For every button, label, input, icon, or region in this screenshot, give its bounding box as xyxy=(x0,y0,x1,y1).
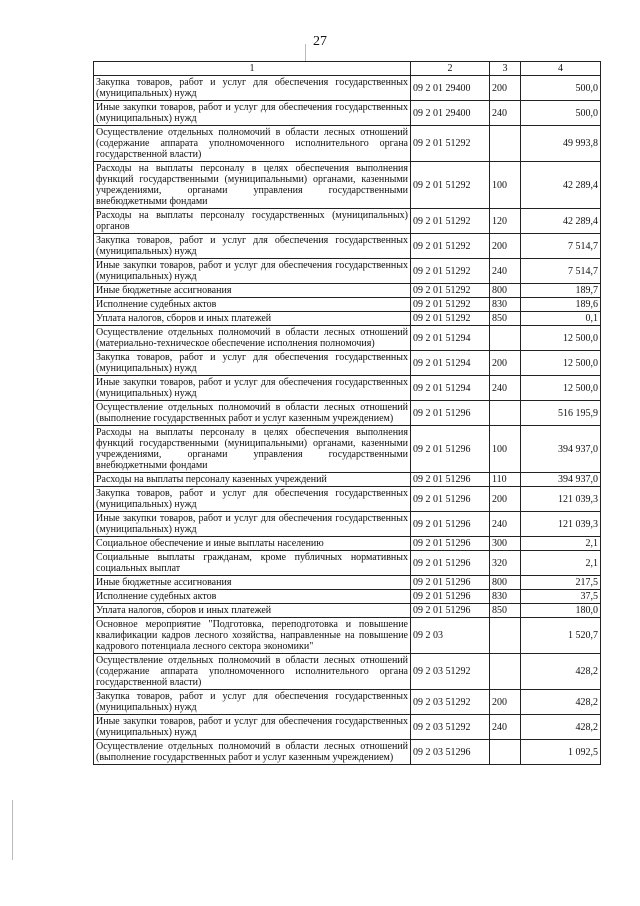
row-amount: 516 195,9 xyxy=(521,401,601,426)
budget-table xyxy=(93,61,601,765)
row-description: Иные закупки товаров, работ и услуг для обеспечения государственных (муниципальных) нужд xyxy=(94,512,411,537)
header-col-code: 2 xyxy=(411,62,490,76)
row-amount: 189,7 xyxy=(521,284,601,298)
row-amount: 1 520,7 xyxy=(521,618,601,654)
row-amount: 2,1 xyxy=(521,551,601,576)
row-description: Закупка товаров, работ и услуг для обеспечения государственных (муниципальных) нужд xyxy=(94,487,411,512)
table-row xyxy=(94,101,601,126)
table-row xyxy=(94,715,601,740)
row-amount: 500,0 xyxy=(521,101,601,126)
row-amount: 0,1 xyxy=(521,312,601,326)
table-row xyxy=(94,351,601,376)
scan-artifact-line xyxy=(305,44,306,62)
row-expense-type: 240 xyxy=(490,512,521,537)
row-description: Иные закупки товаров, работ и услуг для обеспечения государственных (муниципальных) нужд xyxy=(94,715,411,740)
row-amount: 428,2 xyxy=(521,715,601,740)
row-amount: 428,2 xyxy=(521,690,601,715)
table-row xyxy=(94,312,601,326)
row-expense-type: 800 xyxy=(490,284,521,298)
table-row xyxy=(94,298,601,312)
row-expense-type xyxy=(490,654,521,690)
row-description: Иные закупки товаров, работ и услуг для обеспечения государственных (муниципальных) нужд xyxy=(94,376,411,401)
row-code: 09 2 01 51292 xyxy=(411,312,490,326)
row-code: 09 2 01 51296 xyxy=(411,604,490,618)
row-expense-type: 100 xyxy=(490,162,521,209)
row-expense-type xyxy=(490,126,521,162)
row-code: 09 2 01 51292 xyxy=(411,284,490,298)
table-row xyxy=(94,512,601,537)
row-expense-type: 240 xyxy=(490,101,521,126)
row-description: Уплата налогов, сборов и иных платежей xyxy=(94,604,411,618)
table-row xyxy=(94,126,601,162)
table-row xyxy=(94,76,601,101)
table-row xyxy=(94,604,601,618)
row-code: 09 2 01 51296 xyxy=(411,590,490,604)
row-amount: 217,5 xyxy=(521,576,601,590)
row-expense-type: 830 xyxy=(490,298,521,312)
row-code: 09 2 01 51294 xyxy=(411,326,490,351)
row-code: 09 2 01 51296 xyxy=(411,576,490,590)
table-row xyxy=(94,376,601,401)
row-expense-type xyxy=(490,326,521,351)
row-code: 09 2 01 51292 xyxy=(411,162,490,209)
table-row xyxy=(94,654,601,690)
table-header-row xyxy=(94,62,601,76)
row-expense-type: 240 xyxy=(490,376,521,401)
row-code: 09 2 01 51292 xyxy=(411,126,490,162)
row-description: Расходы на выплаты персоналу казенных учреждений xyxy=(94,473,411,487)
header-col-description: 1 xyxy=(94,62,411,76)
row-description: Закупка товаров, работ и услуг для обеспечения государственных (муниципальных) нужд xyxy=(94,234,411,259)
row-code: 09 2 01 51292 xyxy=(411,234,490,259)
table-body xyxy=(94,76,601,765)
row-description: Осуществление отдельных полномочий в области лесных отношений (выполнение государственных работ и услуг казенным учреждением) xyxy=(94,740,411,765)
row-amount: 7 514,7 xyxy=(521,259,601,284)
page-number: 27 xyxy=(313,34,327,49)
row-description: Осуществление отдельных полномочий в области лесных отношений (содержание аппарата уполномоченного исполнительного органа государственной власти) xyxy=(94,126,411,162)
row-amount: 180,0 xyxy=(521,604,601,618)
row-expense-type: 200 xyxy=(490,76,521,101)
row-description: Иные закупки товаров, работ и услуг для обеспечения государственных (муниципальных) нужд xyxy=(94,259,411,284)
row-description: Закупка товаров, работ и услуг для обеспечения государственных (муниципальных) нужд xyxy=(94,690,411,715)
row-code: 09 2 01 51296 xyxy=(411,401,490,426)
row-code: 09 2 01 51296 xyxy=(411,512,490,537)
row-description: Закупка товаров, работ и услуг для обеспечения государственных (муниципальных) нужд xyxy=(94,351,411,376)
table-row xyxy=(94,740,601,765)
row-amount: 500,0 xyxy=(521,76,601,101)
row-description: Социальные выплаты гражданам, кроме публичных нормативных социальных выплат xyxy=(94,551,411,576)
row-description: Расходы на выплаты персоналу в целях обеспечения выполнения функций государственными (муниципальными) органами, казенными учреждениями, органами управления государственными внебюджетными фондами xyxy=(94,426,411,473)
table-row xyxy=(94,487,601,512)
row-code: 09 2 01 51292 xyxy=(411,298,490,312)
row-code: 09 2 03 51296 xyxy=(411,740,490,765)
row-expense-type: 320 xyxy=(490,551,521,576)
row-description: Исполнение судебных актов xyxy=(94,590,411,604)
row-expense-type: 300 xyxy=(490,537,521,551)
row-expense-type xyxy=(490,740,521,765)
table-row xyxy=(94,473,601,487)
row-description: Основное мероприятие "Подготовка, переподготовка и повышение квалификации кадров лесного хозяйства, направленные на повышение кадрового потенциала лесного сектора экономики" xyxy=(94,618,411,654)
table-row xyxy=(94,234,601,259)
header-col-type: 3 xyxy=(490,62,521,76)
header-col-amount: 4 xyxy=(521,62,601,76)
row-code: 09 2 01 29400 xyxy=(411,76,490,101)
table-row xyxy=(94,162,601,209)
row-amount: 12 500,0 xyxy=(521,351,601,376)
table-row xyxy=(94,209,601,234)
table-row xyxy=(94,537,601,551)
row-description: Закупка товаров, работ и услуг для обеспечения государственных (муниципальных) нужд xyxy=(94,76,411,101)
table-row xyxy=(94,326,601,351)
row-code: 09 2 01 51296 xyxy=(411,537,490,551)
row-description: Осуществление отдельных полномочий в области лесных отношений (содержание аппарата уполномоченного исполнительного органа государственной власти) xyxy=(94,654,411,690)
row-expense-type: 200 xyxy=(490,351,521,376)
row-amount: 12 500,0 xyxy=(521,326,601,351)
row-code: 09 2 01 29400 xyxy=(411,101,490,126)
row-amount: 2,1 xyxy=(521,537,601,551)
row-expense-type: 200 xyxy=(490,487,521,512)
row-code: 09 2 01 51292 xyxy=(411,259,490,284)
row-description: Расходы на выплаты персоналу государственных (муниципальных) органов xyxy=(94,209,411,234)
row-amount: 12 500,0 xyxy=(521,376,601,401)
row-amount: 121 039,3 xyxy=(521,487,601,512)
row-description: Уплата налогов, сборов и иных платежей xyxy=(94,312,411,326)
row-expense-type: 110 xyxy=(490,473,521,487)
row-description: Иные бюджетные ассигнования xyxy=(94,576,411,590)
row-code: 09 2 03 51292 xyxy=(411,690,490,715)
table-row xyxy=(94,690,601,715)
row-expense-type: 120 xyxy=(490,209,521,234)
table-row xyxy=(94,401,601,426)
row-description: Социальное обеспечение и иные выплаты населению xyxy=(94,537,411,551)
row-code: 09 2 01 51296 xyxy=(411,487,490,512)
row-code: 09 2 03 51292 xyxy=(411,654,490,690)
row-amount: 42 289,4 xyxy=(521,162,601,209)
row-code: 09 2 01 51296 xyxy=(411,426,490,473)
row-description: Иные бюджетные ассигнования xyxy=(94,284,411,298)
row-code: 09 2 01 51296 xyxy=(411,473,490,487)
row-amount: 49 993,8 xyxy=(521,126,601,162)
table-row xyxy=(94,551,601,576)
row-description: Осуществление отдельных полномочий в области лесных отношений (выполнение государственных работ и услуг казенным учреждением) xyxy=(94,401,411,426)
row-amount: 7 514,7 xyxy=(521,234,601,259)
row-expense-type: 200 xyxy=(490,234,521,259)
scan-artifact-line xyxy=(12,800,13,860)
row-code: 09 2 03 51292 xyxy=(411,715,490,740)
row-expense-type: 240 xyxy=(490,715,521,740)
table-row xyxy=(94,576,601,590)
table-row xyxy=(94,590,601,604)
table-row xyxy=(94,618,601,654)
row-amount: 42 289,4 xyxy=(521,209,601,234)
table-row xyxy=(94,259,601,284)
row-description: Иные закупки товаров, работ и услуг для обеспечения государственных (муниципальных) нужд xyxy=(94,101,411,126)
row-amount: 189,6 xyxy=(521,298,601,312)
table-row xyxy=(94,426,601,473)
row-amount: 1 092,5 xyxy=(521,740,601,765)
row-expense-type xyxy=(490,401,521,426)
row-code: 09 2 01 51294 xyxy=(411,376,490,401)
row-amount: 394 937,0 xyxy=(521,426,601,473)
row-code: 09 2 01 51294 xyxy=(411,351,490,376)
row-expense-type: 850 xyxy=(490,312,521,326)
row-amount: 121 039,3 xyxy=(521,512,601,537)
row-description: Осуществление отдельных полномочий в области лесных отношений (материально-техническое обеспечение исполнения полномочия) xyxy=(94,326,411,351)
row-description: Исполнение судебных актов xyxy=(94,298,411,312)
row-expense-type xyxy=(490,618,521,654)
row-expense-type: 830 xyxy=(490,590,521,604)
row-expense-type: 850 xyxy=(490,604,521,618)
row-code: 09 2 01 51292 xyxy=(411,209,490,234)
row-expense-type: 800 xyxy=(490,576,521,590)
table-row xyxy=(94,284,601,298)
row-expense-type: 240 xyxy=(490,259,521,284)
row-description: Расходы на выплаты персоналу в целях обеспечения выполнения функций государственными (муниципальными) органами, казенными учреждениями, органами управления государственными внебюджетными фондами xyxy=(94,162,411,209)
row-expense-type: 200 xyxy=(490,690,521,715)
row-code: 09 2 01 51296 xyxy=(411,551,490,576)
row-expense-type: 100 xyxy=(490,426,521,473)
row-amount: 37,5 xyxy=(521,590,601,604)
row-amount: 394 937,0 xyxy=(521,473,601,487)
row-amount: 428,2 xyxy=(521,654,601,690)
row-code: 09 2 03 xyxy=(411,618,490,654)
